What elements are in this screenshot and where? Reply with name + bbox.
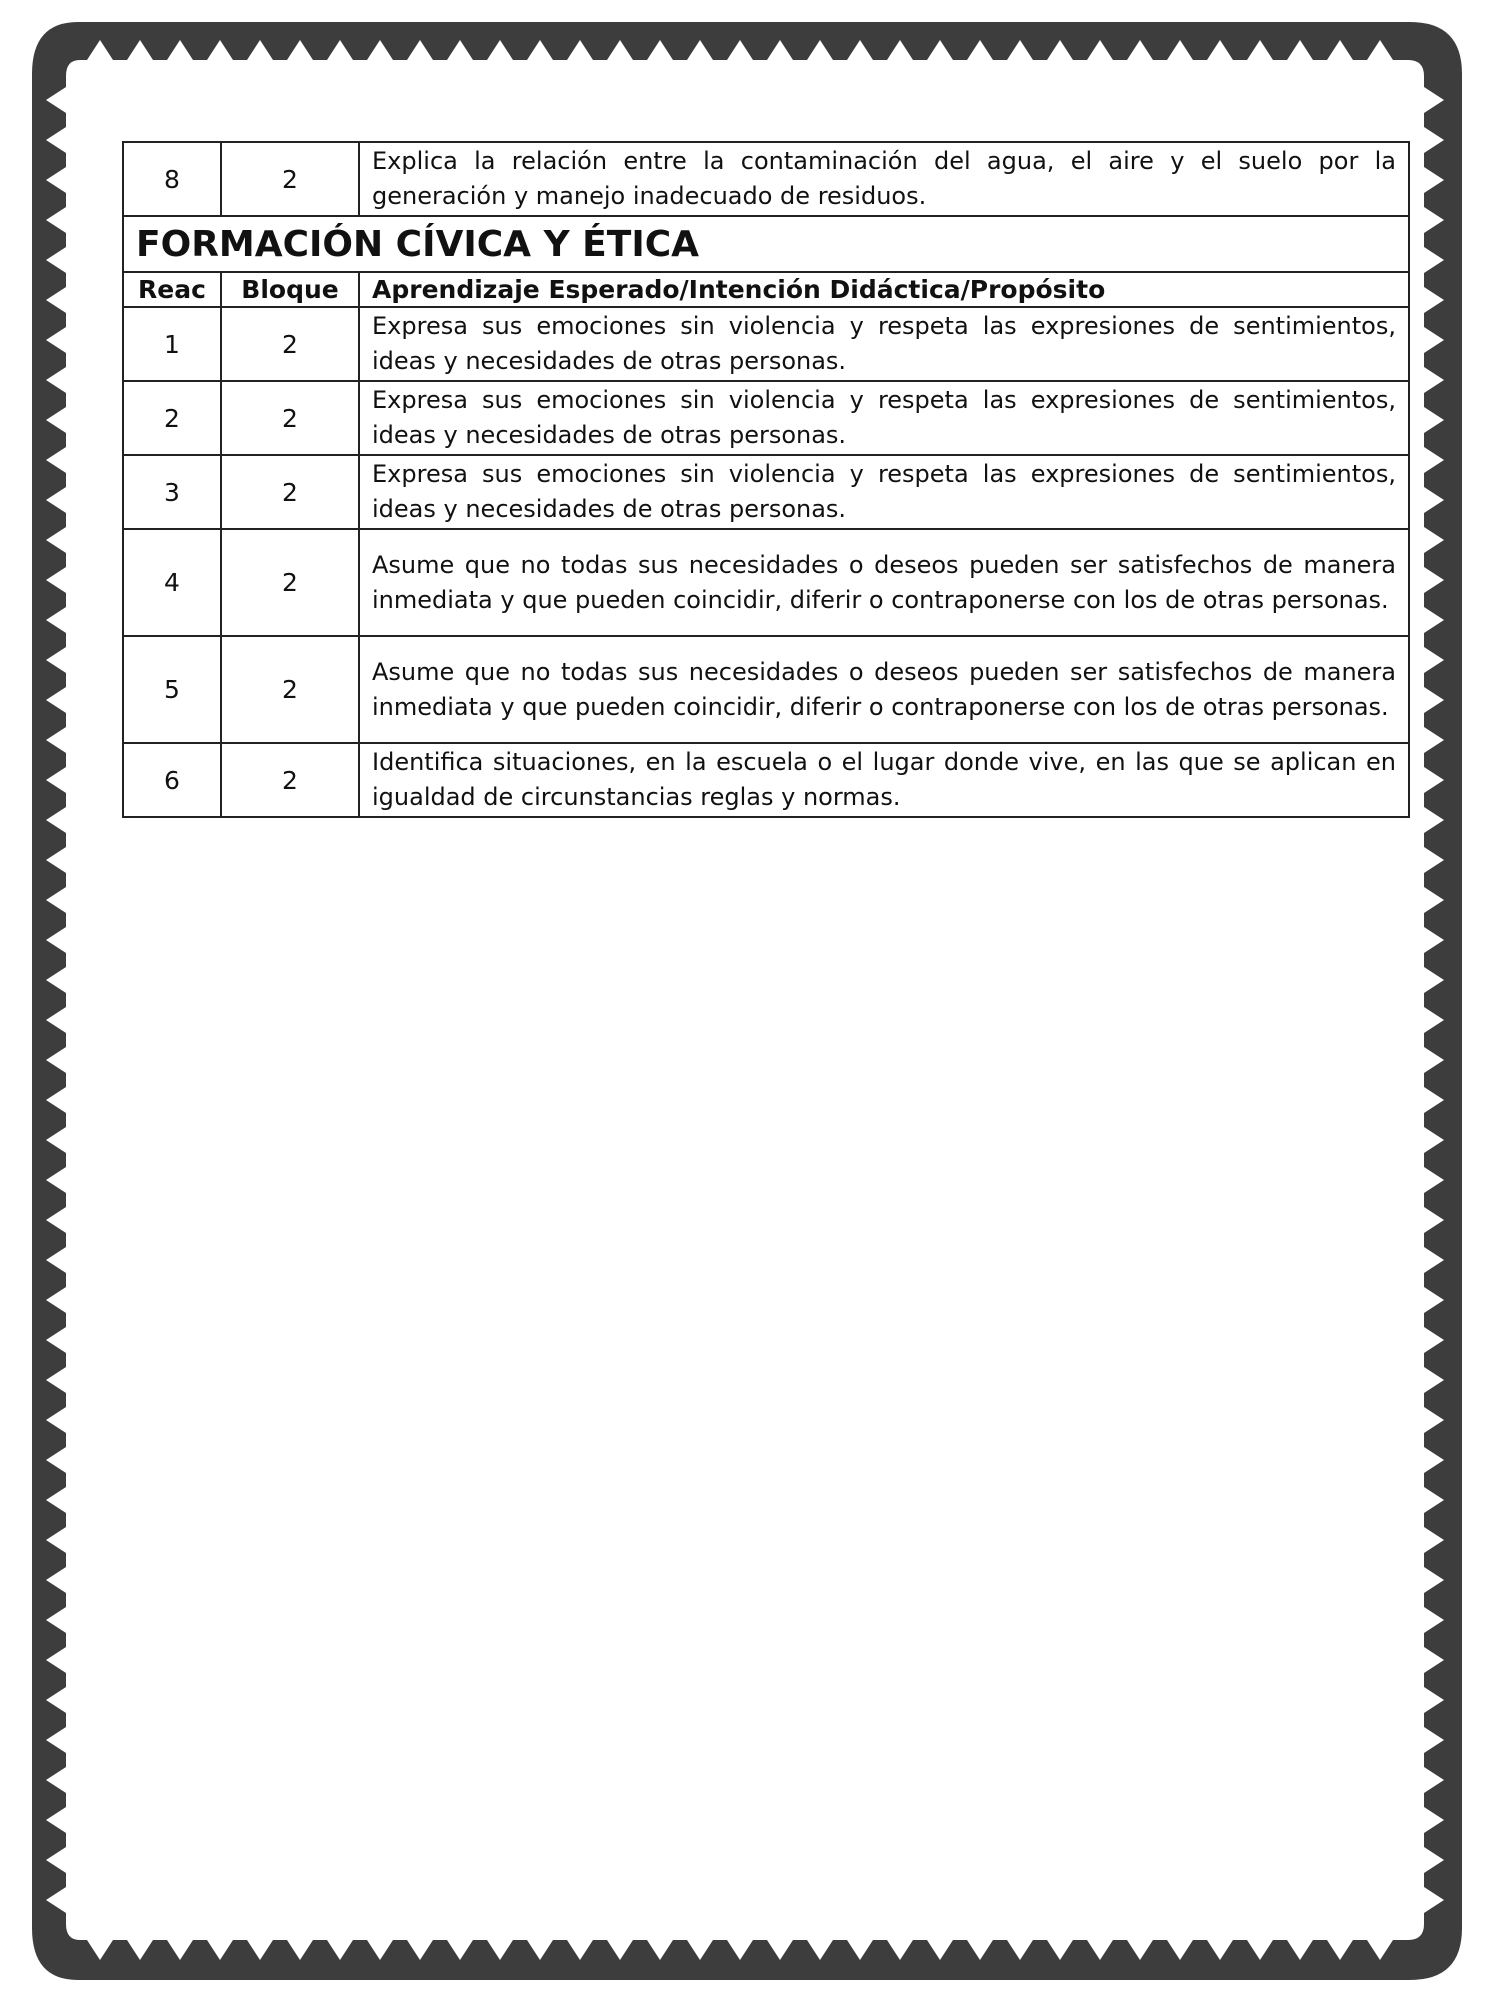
bloque-cell: 2 (221, 142, 359, 216)
reac-cell: 1 (123, 307, 221, 381)
aprendizaje-cell: Expresa sus emociones sin violencia y respeta las expresiones de sentimientos, ideas y necesidades de otras personas. (359, 455, 1409, 529)
reac-cell: 4 (123, 529, 221, 636)
header-aprendizaje: Aprendizaje Esperado/Intención Didáctica/Propósito (359, 272, 1409, 307)
aprendizaje-cell: Identifica situaciones, en la escuela o el lugar donde vive, en las que se aplican en igualdad de circunstancias reglas y normas. (359, 743, 1409, 817)
header-reac: Reac (123, 272, 221, 307)
table-row (123, 529, 1409, 636)
reac-cell: 8 (123, 142, 221, 216)
reac-cell: 2 (123, 381, 221, 455)
aprendizaje-cell: Expresa sus emociones sin violencia y respeta las expresiones de sentimientos, ideas y necesidades de otras personas. (359, 381, 1409, 455)
section-title-row (123, 216, 1409, 272)
table-row (123, 455, 1409, 529)
bloque-cell: 2 (221, 381, 359, 455)
section-title: FORMACIÓN CÍVICA Y ÉTICA (123, 216, 1409, 272)
table-row (123, 743, 1409, 817)
table-header-row (123, 272, 1409, 307)
table-row (123, 142, 1409, 216)
learning-outcomes-table (122, 141, 1410, 818)
bloque-cell: 2 (221, 455, 359, 529)
aprendizaje-cell: Asume que no todas sus necesidades o deseos pueden ser satisfechos de manera inmediata y que pueden coincidir, diferir o contraponerse con los de otras personas. (359, 529, 1409, 636)
aprendizaje-cell: Asume que no todas sus necesidades o deseos pueden ser satisfechos de manera inmediata y que pueden coincidir, diferir o contraponerse con los de otras personas. (359, 636, 1409, 743)
table-row (123, 636, 1409, 743)
bloque-cell: 2 (221, 307, 359, 381)
table-row (123, 307, 1409, 381)
bloque-cell: 2 (221, 743, 359, 817)
reac-cell: 6 (123, 743, 221, 817)
bloque-cell: 2 (221, 529, 359, 636)
aprendizaje-cell: Expresa sus emociones sin violencia y respeta las expresiones de sentimientos, ideas y necesidades de otras personas. (359, 307, 1409, 381)
header-bloque: Bloque (221, 272, 359, 307)
table-row (123, 381, 1409, 455)
reac-cell: 3 (123, 455, 221, 529)
aprendizaje-cell: Explica la relación entre la contaminación del agua, el aire y el suelo por la generación y manejo inadecuado de residuos. (359, 142, 1409, 216)
bloque-cell: 2 (221, 636, 359, 743)
reac-cell: 5 (123, 636, 221, 743)
